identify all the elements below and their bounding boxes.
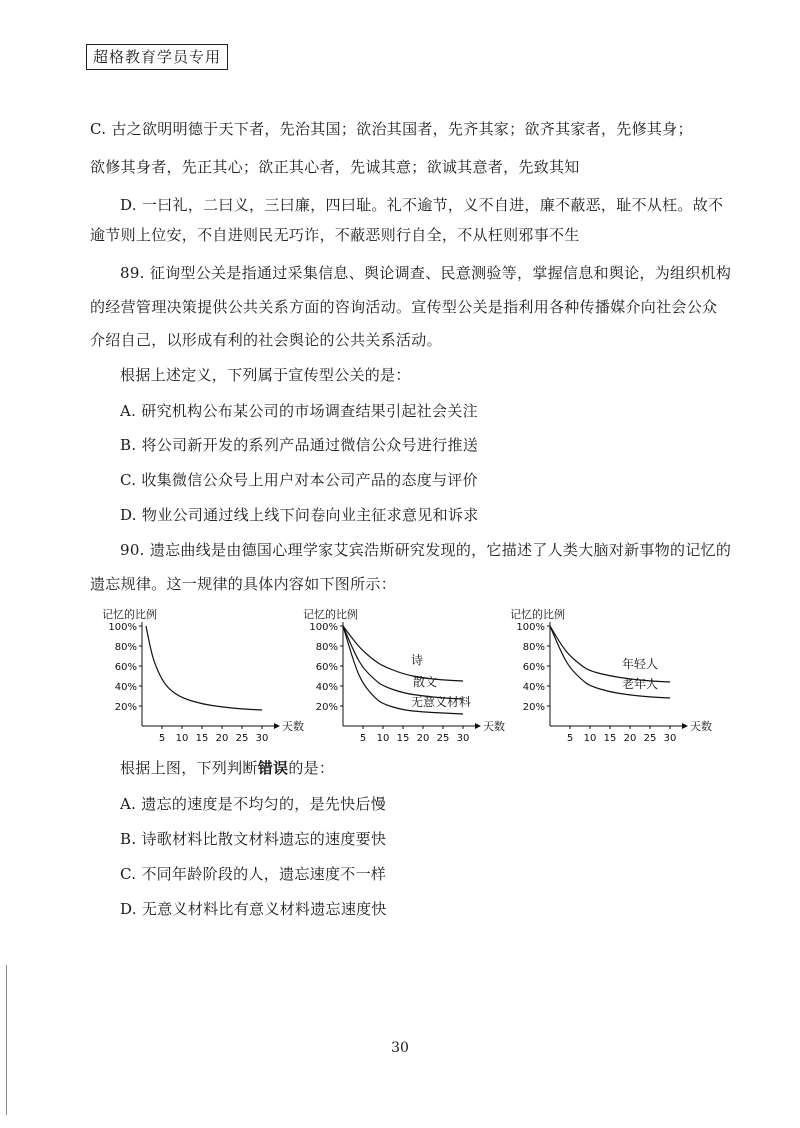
page-number: 30 xyxy=(391,1040,409,1056)
y-axis-label: 记忆的比例 xyxy=(510,608,565,621)
q90-option-b: B. 诗歌材料比散文材料遗忘的速度要快 xyxy=(120,830,387,848)
y-tick-label: 20% xyxy=(522,702,545,713)
x-tick-label: 30 xyxy=(255,733,269,744)
y-axis-label: 记忆的比例 xyxy=(102,608,157,621)
x-axis-arrow xyxy=(274,723,280,729)
series-line-1 xyxy=(146,626,262,710)
x-axis-label: 天数 xyxy=(690,720,712,733)
series-line-1 xyxy=(550,626,670,682)
series-label: 诗 xyxy=(411,653,424,667)
x-tick-label: 10 xyxy=(175,733,189,744)
x-tick-label: 10 xyxy=(376,733,390,744)
x-tick-label: 30 xyxy=(456,733,470,744)
y-tick-label: 60% xyxy=(315,662,338,673)
option-d-line-2: 逾节则上位安，不自进则民无巧诈，不蔽恶则行自全，不从枉则邪事不生 xyxy=(90,226,580,244)
q90-prompt-post: 的是： xyxy=(288,759,335,777)
q89-prompt: 根据上述定义，下列属于宣传型公关的是： xyxy=(120,366,411,384)
q89-option-c: C. 收集微信公众号上用户对本公司产品的态度与评价 xyxy=(120,471,478,489)
x-axis-label: 天数 xyxy=(282,720,304,733)
q90-option-a: A. 遗忘的速度是不均匀的，是先快后慢 xyxy=(120,795,387,813)
q90-option-d: D. 无意义材料比有意义材料遗忘速度快 xyxy=(120,900,387,918)
q90-line-1: 90. 遗忘曲线是由德国心理学家艾宾浩斯研究发现的，它描述了人类大脑对新事物的记忆的 xyxy=(120,541,732,559)
q89-line-3: 介绍自己，以形成有利的社会舆论的公共关系活动。 xyxy=(90,331,442,349)
x-tick-label: 25 xyxy=(436,733,450,744)
x-tick-label: 15 xyxy=(396,733,410,744)
forgetting-curve-chart xyxy=(92,606,304,746)
x-axis-arrow xyxy=(475,723,481,729)
x-tick-label: 20 xyxy=(215,733,229,744)
x-axis-label: 天数 xyxy=(483,720,505,733)
x-tick-label: 20 xyxy=(416,733,430,744)
q90-prompt-pre: 根据上图，下列判断 xyxy=(120,759,258,777)
x-tick-label: 20 xyxy=(623,733,637,744)
series-label: 老年人 xyxy=(622,677,659,691)
y-tick-label: 100% xyxy=(309,622,338,633)
q89-line-2: 的经营管理决策提供公共关系方面的咨询活动。宣传型公关是指利用各种传播媒介向社会公众 xyxy=(90,298,718,316)
y-tick-label: 100% xyxy=(108,622,137,633)
x-tick-label: 15 xyxy=(195,733,209,744)
x-tick-label: 5 xyxy=(566,733,574,744)
series-label: 散文 xyxy=(413,675,438,689)
y-tick-label: 80% xyxy=(114,642,137,653)
chart-2 xyxy=(293,606,513,750)
q90-prompt-emphasis: 错误 xyxy=(257,759,289,777)
q90-line-2: 遗忘规律。这一规律的具体内容如下图所示： xyxy=(90,575,397,593)
x-tick-label: 5 xyxy=(158,733,166,744)
q90-option-c: C. 不同年龄阶段的人，遗忘速度不一样 xyxy=(120,865,387,883)
series-label: 年轻人 xyxy=(622,657,659,671)
y-tick-label: 80% xyxy=(315,642,338,653)
q90-prompt xyxy=(120,757,730,778)
q89-option-a: A. 研究机构公布某公司的市场调查结果引起社会关注 xyxy=(120,402,478,420)
y-tick-label: 60% xyxy=(114,662,137,673)
option-c-line-1: C. 古之欲明明德于天下者，先治其国；欲治其国者，先齐其家；欲齐其家者，先修其身； xyxy=(90,120,693,138)
option-c-line-2: 欲修其身者，先正其心；欲正其心者，先诚其意；欲诚其意者，先致其知 xyxy=(90,158,580,176)
y-tick-label: 60% xyxy=(522,662,545,673)
age-group-chart xyxy=(500,606,720,746)
material-type-chart xyxy=(293,606,513,746)
x-axis-arrow xyxy=(682,723,688,729)
q89-option-d: D. 物业公司通过线上线下问卷向业主征求意见和诉求 xyxy=(120,506,479,524)
y-tick-label: 20% xyxy=(114,702,137,713)
y-tick-label: 80% xyxy=(522,642,545,653)
y-tick-label: 40% xyxy=(315,682,338,693)
x-tick-label: 25 xyxy=(643,733,657,744)
q89-option-b: B. 将公司新开发的系列产品通过微信公众号进行推送 xyxy=(120,436,479,454)
chart-1 xyxy=(92,606,304,750)
x-tick-label: 30 xyxy=(663,733,677,744)
y-tick-label: 100% xyxy=(516,622,545,633)
x-tick-label: 15 xyxy=(603,733,617,744)
option-d-line-1: D. 一曰礼，二曰义，三曰廉，四曰耻。礼不逾节，义不自进，廉不蔽恶，耻不从枉。故不 xyxy=(120,196,724,214)
series-label: 无意义材料 xyxy=(411,695,472,709)
chart-3 xyxy=(500,606,720,750)
x-tick-label: 10 xyxy=(583,733,597,744)
y-tick-label: 40% xyxy=(522,682,545,693)
header-label: 超格教育学员专用 xyxy=(86,44,228,70)
q89-line-1: 89. 征询型公关是指通过采集信息、舆论调查、民意测验等，掌握信息和舆论，为组织机构 xyxy=(120,264,732,282)
series-line-1 xyxy=(343,626,463,681)
scan-edge-mark xyxy=(6,965,7,1115)
y-tick-label: 40% xyxy=(114,682,137,693)
y-tick-label: 20% xyxy=(315,702,338,713)
x-tick-label: 5 xyxy=(359,733,367,744)
y-axis-label: 记忆的比例 xyxy=(303,608,358,621)
x-tick-label: 25 xyxy=(235,733,249,744)
series-line-2 xyxy=(343,626,463,699)
